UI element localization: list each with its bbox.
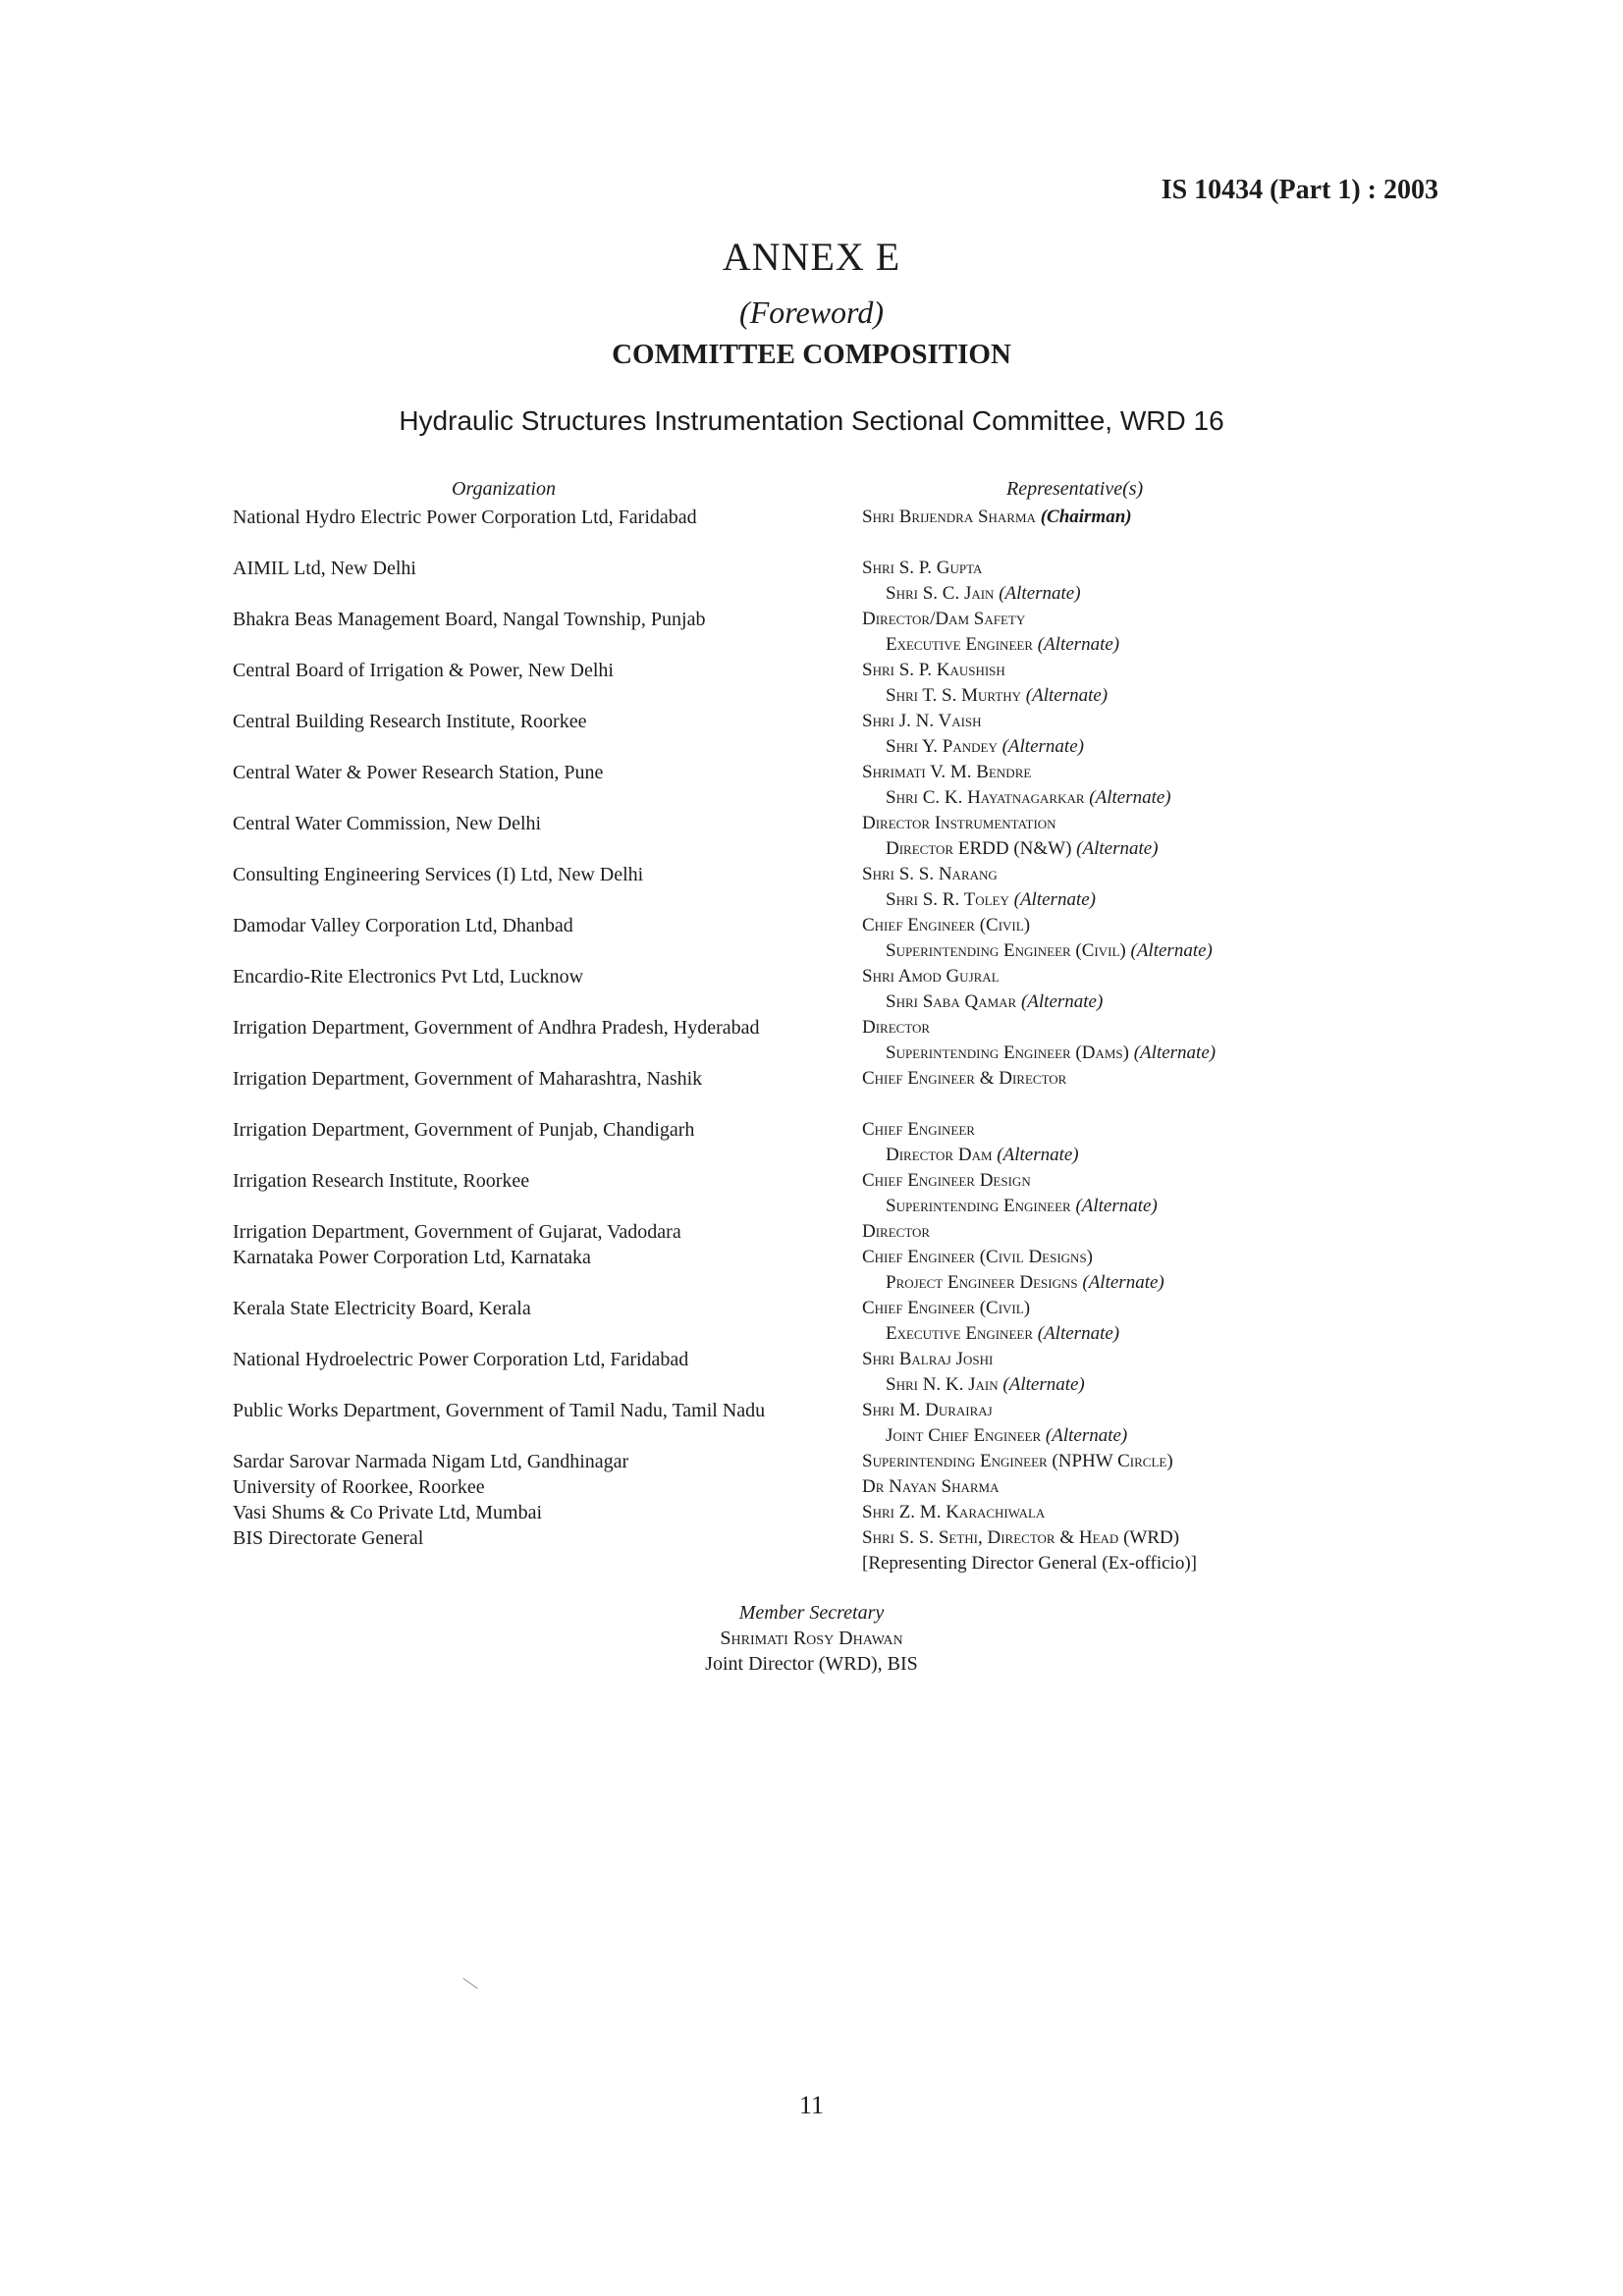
representative-entry: Chief Engineer (Civil) — [862, 1298, 1031, 1318]
representative-entry: Superintending Engineer (Alternate) — [886, 1196, 1158, 1216]
representative-entry: Shri S. R. Toley (Alternate) — [886, 889, 1096, 910]
representative-entry: Chief Engineer — [862, 1119, 975, 1140]
representative-entry: Shri Y. Pandey (Alternate) — [886, 736, 1084, 757]
representative-entry: Joint Chief Engineer (Alternate) — [886, 1425, 1128, 1446]
organization-item: Public Works Department, Government of Tamil Nadu, Tamil Nadu — [233, 1400, 766, 1421]
representative-entry: Chief Engineer & Director — [862, 1068, 1067, 1089]
representative-entry: Shri M. Durairaj — [862, 1400, 993, 1420]
organization-item: Central Building Research Institute, Roorkee — [233, 711, 587, 732]
representative-entry: Shri S. P. Gupta — [862, 558, 983, 578]
organization-item: Consulting Engineering Services (I) Ltd, New Delhi — [233, 864, 644, 885]
organization-item: BIS Directorate General — [233, 1527, 424, 1549]
standard-number: IS 10434 (Part 1) : 2003 — [1161, 175, 1438, 205]
member-secretary-name: Shrimati Rosy Dhawan — [720, 1628, 903, 1649]
representative-entry: Shri S. S. Narang — [862, 864, 998, 884]
organization-column-header: Organization — [452, 478, 556, 500]
scan-speck — [462, 1978, 477, 1989]
organization-item: Damodar Valley Corporation Ltd, Dhanbad — [233, 915, 573, 936]
organization-item: National Hydroelectric Power Corporation Ltd, Faridabad — [233, 1349, 689, 1370]
representative-entry: Superintending Engineer (Civil) (Alternate) — [886, 940, 1213, 961]
representative-entry: Director — [862, 1221, 931, 1242]
representative-entry: Director ERDD (N&W) (Alternate) — [886, 838, 1159, 859]
representative-entry: Shri S. P. Kaushish — [862, 660, 1005, 680]
representative-entry: Chief Engineer (Civil) — [862, 915, 1031, 935]
representative-entry: Project Engineer Designs (Alternate) — [886, 1272, 1164, 1293]
representative-entry: Shri Amod Gujral — [862, 966, 1000, 987]
organization-item: National Hydro Electric Power Corporation Ltd, Faridabad — [233, 507, 697, 528]
representative-entry: Shri Z. M. Karachiwala — [862, 1502, 1046, 1522]
organization-item: Irrigation Department, Government of Andhra Pradesh, Hyderabad — [233, 1017, 760, 1039]
member-secretary-label: Member Secretary — [738, 1602, 885, 1624]
representative-entry: Director Instrumentation — [862, 813, 1056, 833]
representative-entry: Shri T. S. Murthy (Alternate) — [886, 685, 1109, 706]
representative-entry: Executive Engineer (Alternate) — [886, 1323, 1120, 1344]
organization-item: Irrigation Department, Government of Gujarat, Vadodara — [233, 1221, 681, 1243]
representative-entry: Shri C. K. Hayatnagarkar (Alternate) — [886, 787, 1171, 808]
organization-item: Irrigation Department, Government of Punjab, Chandigarh — [233, 1119, 695, 1141]
committee-name: Hydraulic Structures Instrumentation Sectional Committee, WRD 16 — [399, 405, 1224, 436]
representative-entry: Shri S. C. Jain (Alternate) — [886, 583, 1081, 604]
organization-item: AIMIL Ltd, New Delhi — [233, 558, 416, 579]
representative-entry: Director — [862, 1017, 931, 1038]
organization-item: Central Water Commission, New Delhi — [233, 813, 542, 834]
member-secretary-title: Joint Director (WRD), BIS — [705, 1653, 918, 1675]
organization-item: Irrigation Department, Government of Maharashtra, Nashik — [233, 1068, 703, 1090]
annex-title: ANNEX E — [722, 235, 901, 279]
representative-entry: Shrimati V. M. Bendre — [862, 762, 1032, 782]
organization-item: Kerala State Electricity Board, Kerala — [233, 1298, 531, 1319]
annex-subtitle: (Foreword) — [739, 294, 884, 330]
organization-item: Central Board of Irrigation & Power, New Delhi — [233, 660, 614, 681]
organization-item: Encardio-Rite Electronics Pvt Ltd, Lucknow — [233, 966, 584, 988]
organization-item: Central Water & Power Research Station, Pune — [233, 762, 604, 783]
representative-entry: Director/Dam Safety — [862, 609, 1026, 629]
representative-entry: Shri J. N. Vaish — [862, 711, 982, 731]
representative-entry: Shri Brijendra Sharma (Chairman) — [862, 507, 1132, 527]
representative-entry: Shri Balraj Joshi — [862, 1349, 994, 1369]
representative-entry: Superintending Engineer (NPHW Circle) — [862, 1451, 1173, 1471]
representative-entry: Superintending Engineer (Dams) (Alternate) — [886, 1042, 1217, 1063]
representative-entry: Shri Saba Qamar (Alternate) — [886, 991, 1104, 1012]
representatives-column-header: Representative(s) — [1006, 478, 1144, 500]
representative-entry: Director Dam (Alternate) — [886, 1145, 1079, 1165]
representative-entry: [Representing Director General (Ex-officio)] — [862, 1553, 1197, 1574]
organization-item: University of Roorkee, Roorkee — [233, 1476, 485, 1498]
organization-item: Bhakra Beas Management Board, Nangal Township, Punjab — [233, 609, 706, 630]
organization-item: Karnataka Power Corporation Ltd, Karnataka — [233, 1247, 591, 1268]
representative-entry: Shri N. K. Jain (Alternate) — [886, 1374, 1085, 1395]
representative-entry: Chief Engineer Design — [862, 1170, 1031, 1191]
organization-item: Irrigation Research Institute, Roorkee — [233, 1170, 530, 1192]
representative-entry: Chief Engineer (Civil Designs) — [862, 1247, 1094, 1267]
organization-item: Vasi Shums & Co Private Ltd, Mumbai — [233, 1502, 542, 1523]
section-heading: COMMITTEE COMPOSITION — [612, 339, 1011, 370]
organization-item: Sardar Sarovar Narmada Nigam Ltd, Gandhinagar — [233, 1451, 629, 1472]
representative-entry: Shri S. S. Sethi, Director & Head (WRD) — [862, 1527, 1180, 1548]
representative-entry: Dr Nayan Sharma — [862, 1476, 1000, 1497]
page-number: 11 — [798, 2091, 825, 2119]
representative-entry: Executive Engineer (Alternate) — [886, 634, 1120, 655]
